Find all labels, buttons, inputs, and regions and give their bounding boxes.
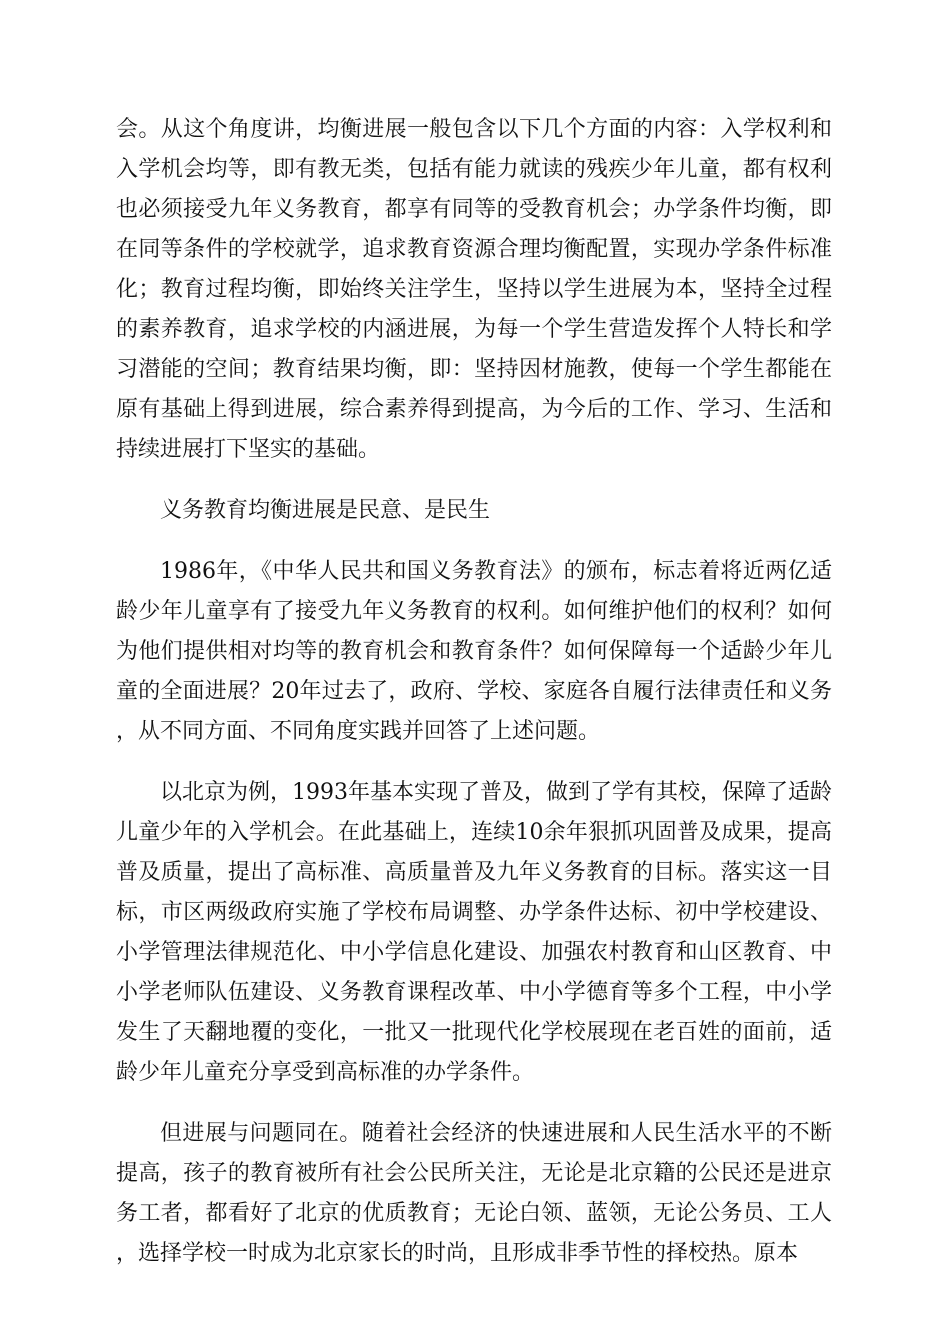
paragraph-compulsory-education-law: 1986年，《中华人民共和国义务教育法》的颁布，标志着将近两亿适龄少年儿童享有了接受九年义务教育的权利。如何维护他们的权利？如何为他们提供相对均等的教育机会和教育条件？如何保障每一个适龄少年儿童的全面进展？20年过去了，政府、学校、家庭各自履行法律责任和义务，从不同方面、不同角度实践并回答了上述问题。 bbox=[116, 559, 832, 744]
paragraph-balanced-development-aspects: 会。从这个角度讲，均衡进展一般包含以下几个方面的内容：入学权利和入学机会均等，即有教无类，包括有能力就读的残疾少年儿童，都有权利也必须接受九年义务教育，都享有同等的受教育机会；办学条件均衡，即在同等条件的学校就学，追求教育资源合理均衡配置，实现办学条件标准化；教育过程均衡，即始终关注学生，坚持以学生进展为本，坚持全过程的素养教育，追求学校的内涵进展，为每一个学生营造发挥个人特长和学习潜能的空间；教育结果均衡，即：坚持因材施教，使每一个学生都能在原有基础上得到进展，综合素养得到提高，为今后的工作、学习、生活和持续进展打下坚实的基础。 bbox=[116, 117, 832, 462]
paragraph-progress-and-problems: 但进展与问题同在。随着社会经济的快速进展和人民生活水平的不断提高，孩子的教育被所有社会公民所关注，无论是北京籍的公民还是进京务工者，都看好了北京的优质教育；无论白领、蓝领，无论公务员、工人，选择学校一时成为北京家长的时尚，且形成非季节性的择校热。原本 bbox=[116, 1121, 832, 1266]
section-heading: 义务教育均衡进展是民意、是民生 bbox=[160, 498, 491, 523]
paragraph-beijing-example: 以北京为例，1993年基本实现了普及，做到了学有其校，保障了适龄儿童少年的入学机会。在此基础上，连续10余年狠抓巩固普及成果，提高普及质量，提出了高标准、高质量普及九年义务教育的目标。落实这一目标，市区两级政府实施了学校布局调整、办学条件达标、初中学校建设、小学管理法律规范化、中小学信息化建设、加强农村教育和山区教育、中小学老师队伍建设、义务教育课程改革、中小学德育等多个工程，中小学发生了天翻地覆的变化，一批又一批现代化学校展现在老百姓的面前，适龄少年儿童充分享受到高标准的办学条件。 bbox=[116, 780, 832, 1085]
